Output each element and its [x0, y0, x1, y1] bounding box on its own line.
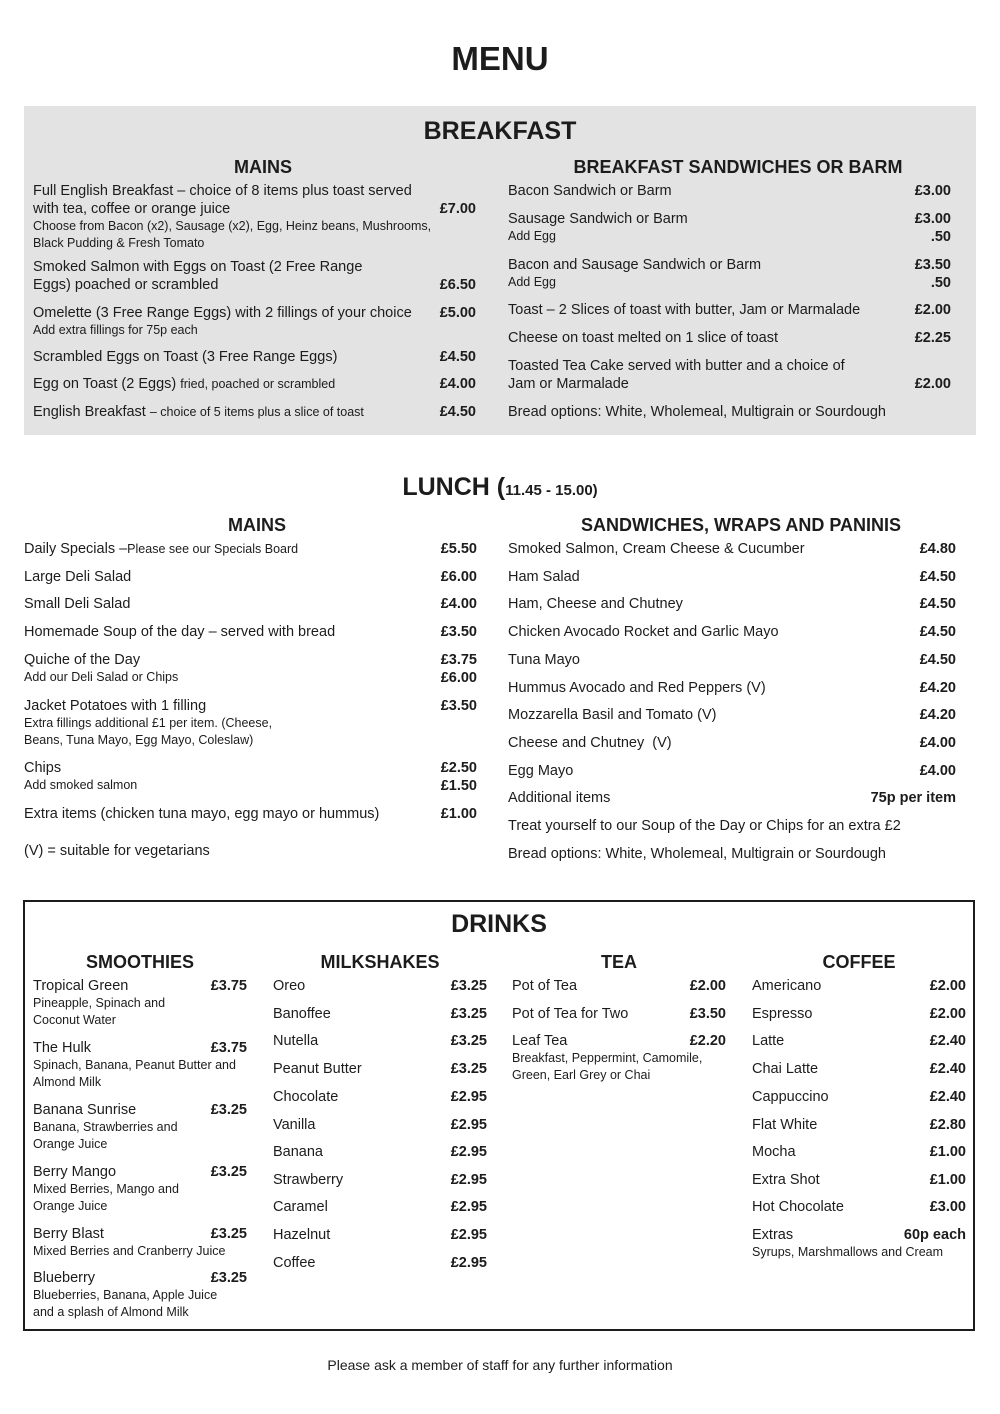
- item-price: £3.75: [210, 978, 247, 994]
- item-description: Add our Deli Salad or Chips: [24, 670, 179, 684]
- item-name: Daily Specials –: [24, 541, 128, 557]
- item-price: £2.40: [929, 1033, 966, 1049]
- menu-item: [752, 1171, 966, 1189]
- item-description: Add extra fillings for 75p each: [33, 323, 198, 337]
- item-price: £3.50: [440, 698, 477, 714]
- menu-item: [752, 1116, 966, 1134]
- item-name: Extra items (chicken tuna mayo, egg mayo or hummus): [24, 806, 380, 822]
- item-price: £7.00: [439, 201, 476, 217]
- item-price: £4.50: [919, 596, 956, 612]
- item-name: Egg Mayo: [508, 763, 574, 779]
- item-name: Mozzarella Basil and Tomato (V): [508, 707, 717, 723]
- item-price: £4.20: [919, 707, 956, 723]
- item-price: £2.00: [914, 376, 951, 392]
- item-price: £3.25: [210, 1270, 247, 1286]
- item-price: £2.80: [929, 1117, 966, 1133]
- menu-item: [508, 623, 956, 641]
- menu-item: [752, 1005, 966, 1023]
- item-name: Treat yourself to our Soup of the Day or Chips for an extra £2: [508, 818, 901, 834]
- menu-item: [508, 595, 956, 613]
- item-extra-price: £6.00: [440, 670, 477, 686]
- item-price: £3.50: [440, 624, 477, 640]
- item-name: Blueberry: [33, 1270, 96, 1286]
- milkshakes-heading: MILKSHAKES: [320, 952, 440, 972]
- menu-item: [273, 1088, 487, 1106]
- item-note: – choice of 5 items plus a slice of toast: [149, 405, 364, 419]
- menu-item: [33, 1163, 247, 1215]
- item-name: Smoked Salmon with Eggs on Toast (2 Free Range Eggs) poached or scrambled: [33, 259, 363, 293]
- menu-item: [508, 734, 956, 752]
- item-name: (V) = suitable for vegetarians: [24, 843, 210, 859]
- item-name: Cheese and Chutney (V): [508, 735, 672, 751]
- item-name: Cappuccino: [752, 1089, 829, 1105]
- menu-item: [752, 1198, 966, 1216]
- item-name: Chips: [24, 760, 62, 776]
- coffee-heading: COFFEE: [822, 952, 896, 972]
- item-price: £3.25: [210, 1102, 247, 1118]
- menu-item: [24, 805, 477, 823]
- item-name: Pot of Tea: [512, 978, 578, 994]
- item-price: £2.95: [450, 1089, 487, 1105]
- menu-item: [273, 1198, 487, 1216]
- menu-item: [24, 568, 477, 586]
- lunch-sandwiches-heading: SANDWICHES, WRAPS AND PANINIS: [580, 515, 901, 535]
- item-price: £3.50: [914, 257, 951, 273]
- menu-item: [33, 375, 476, 393]
- menu-item: [273, 1254, 487, 1272]
- menu-item: [508, 651, 956, 669]
- menu-item: [33, 348, 476, 366]
- item-name: Americano: [752, 978, 822, 994]
- item-price: £4.50: [919, 569, 956, 585]
- menu-item: [508, 329, 951, 347]
- item-price: £3.00: [914, 183, 951, 199]
- item-name: Oreo: [273, 978, 306, 994]
- menu-item: [33, 403, 476, 421]
- item-price: £2.95: [450, 1199, 487, 1215]
- item-price: £3.25: [210, 1164, 247, 1180]
- menu-item: [508, 182, 951, 200]
- menu-item: [33, 977, 247, 1029]
- item-name: Hazelnut: [273, 1227, 331, 1243]
- menu-title: MENU: [451, 40, 549, 77]
- menu-item: [273, 977, 487, 995]
- item-name: Extra Shot: [752, 1172, 820, 1188]
- item-name: Chicken Avocado Rocket and Garlic Mayo: [508, 624, 779, 640]
- menu-item: [508, 762, 956, 780]
- item-description: Add Egg: [508, 229, 556, 243]
- item-price: £3.25: [210, 1226, 247, 1242]
- item-name: Berry Mango: [33, 1164, 117, 1180]
- menu-item: [33, 1269, 247, 1321]
- item-description: Mixed Berries, Mango and Orange Juice: [33, 1182, 179, 1213]
- item-price: £3.25: [450, 1061, 487, 1077]
- item-name: Chai Latte: [752, 1061, 819, 1077]
- item-price: £1.00: [440, 806, 477, 822]
- menu-item: [752, 1032, 966, 1050]
- item-price: £2.50: [440, 760, 477, 776]
- item-note: Please see our Specials Board: [127, 542, 299, 556]
- menu-item: [273, 1116, 487, 1134]
- item-name: Berry Blast: [33, 1226, 104, 1242]
- item-name: Chocolate: [273, 1089, 339, 1105]
- menu-item: [33, 182, 476, 252]
- item-description: Breakfast, Peppermint, Camomile, Green, Earl Grey or Chai: [512, 1051, 703, 1082]
- bread-options: [508, 845, 956, 863]
- tea-heading: TEA: [601, 952, 637, 972]
- item-price: £4.00: [439, 376, 476, 392]
- bread-options: [508, 403, 951, 421]
- item-name: Latte: [752, 1033, 785, 1049]
- item-price: £2.40: [929, 1089, 966, 1105]
- item-price: £4.50: [439, 404, 476, 420]
- menu-item: [24, 540, 477, 558]
- breakfast-title: BREAKFAST: [423, 117, 577, 145]
- item-price: £4.50: [919, 624, 956, 640]
- item-name: Bacon and Sausage Sandwich or Barm: [508, 257, 762, 273]
- item-name: Large Deli Salad: [24, 569, 132, 585]
- item-price: £2.95: [450, 1255, 487, 1271]
- item-name: Banoffee: [273, 1006, 331, 1022]
- item-price: £3.25: [450, 1033, 487, 1049]
- item-description: Add Egg: [508, 275, 556, 289]
- item-price: £2.40: [929, 1061, 966, 1077]
- lunch-times: 11.45 - 15.00): [505, 482, 598, 499]
- item-name: Bread options: White, Wholemeal, Multigrain or Sourdough: [508, 846, 886, 862]
- menu-item: [33, 258, 476, 294]
- item-price: £2.95: [450, 1227, 487, 1243]
- menu-item: [508, 301, 951, 319]
- item-price: £2.95: [450, 1117, 487, 1133]
- menu-item: [512, 1032, 726, 1084]
- item-name: Jacket Potatoes with 1 filling: [24, 698, 207, 714]
- menu-item: [508, 540, 956, 558]
- item-price: 60p each: [903, 1227, 966, 1243]
- menu-item: [273, 1005, 487, 1023]
- item-extra-price: .50: [930, 229, 951, 245]
- item-description: Extra fillings additional £1 per item. (Cheese, Beans, Tuna Mayo, Egg Mayo, Coleslaw): [24, 716, 273, 747]
- menu-item: [508, 706, 956, 724]
- menu-item: [508, 789, 956, 807]
- menu-item: [508, 679, 956, 697]
- item-name: Quiche of the Day: [24, 652, 141, 668]
- item-name: Sausage Sandwich or Barm: [508, 211, 688, 227]
- item-price: £2.25: [914, 330, 951, 346]
- item-price: £2.00: [689, 978, 726, 994]
- item-name: Nutella: [273, 1033, 319, 1049]
- menu-item: [512, 977, 726, 995]
- item-name: English Breakfast: [33, 404, 146, 420]
- item-name: Hot Chocolate: [752, 1199, 844, 1215]
- drinks-title: DRINKS: [451, 910, 547, 938]
- item-name: Omelette (3 Free Range Eggs) with 2 fillings of your choice: [33, 305, 412, 321]
- item-name: Flat White: [752, 1117, 818, 1133]
- item-name: Tuna Mayo: [508, 652, 580, 668]
- menu-item: [752, 1226, 966, 1261]
- menu-item: [24, 697, 477, 749]
- item-name: Banana Sunrise: [33, 1102, 137, 1118]
- item-price: £3.00: [914, 211, 951, 227]
- menu-item: [512, 1005, 726, 1023]
- item-price: £1.00: [929, 1144, 966, 1160]
- item-description: Syrups, Marshmallows and Cream: [752, 1245, 944, 1259]
- item-description: Spinach, Banana, Peanut Butter and Almond Milk: [33, 1058, 236, 1089]
- menu-item: [508, 256, 951, 291]
- item-name: Espresso: [752, 1006, 813, 1022]
- item-price: £3.25: [450, 1006, 487, 1022]
- item-name: Full English Breakfast – choice of 8 items plus toast served with tea, coffee or orange juice: [33, 183, 412, 217]
- item-price: £6.00: [440, 569, 477, 585]
- item-name: Smoked Salmon, Cream Cheese & Cucumber: [508, 541, 805, 557]
- item-name: Toasted Tea Cake served with butter and a choice of Jam or Marmalade: [508, 358, 845, 392]
- item-price: £4.50: [439, 349, 476, 365]
- item-price: 75p per item: [870, 790, 956, 806]
- menu-item: [24, 595, 477, 613]
- item-name: Coffee: [273, 1255, 316, 1271]
- smoothies-heading: SMOOTHIES: [85, 952, 194, 972]
- item-price: £5.50: [440, 541, 477, 557]
- item-price: £4.80: [919, 541, 956, 557]
- item-name: Peanut Butter: [273, 1061, 362, 1077]
- item-name: Small Deli Salad: [24, 596, 131, 612]
- menu-item: [273, 1226, 487, 1244]
- item-price: £6.50: [439, 277, 476, 293]
- item-description: Add smoked salmon: [24, 778, 138, 792]
- vegetarian-note: [24, 842, 477, 860]
- menu-item: [33, 1101, 247, 1153]
- item-description: Banana, Strawberries and Orange Juice: [33, 1120, 178, 1151]
- item-price: £4.00: [440, 596, 477, 612]
- item-price: £5.00: [439, 305, 476, 321]
- item-price: £2.95: [450, 1144, 487, 1160]
- menu-item: [33, 1039, 247, 1091]
- item-name: Bacon Sandwich or Barm: [508, 183, 672, 199]
- item-name: Homemade Soup of the day – served with bread: [24, 624, 336, 640]
- item-name: Toast – 2 Slices of toast with butter, Jam or Marmalade: [508, 302, 861, 318]
- item-price: £3.00: [929, 1199, 966, 1215]
- item-name: Strawberry: [273, 1172, 344, 1188]
- item-price: £4.50: [919, 652, 956, 668]
- item-extra-price: £1.50: [440, 778, 477, 794]
- item-price: £4.00: [919, 763, 956, 779]
- breakfast-sandwiches-heading: BREAKFAST SANDWICHES OR BARM: [573, 157, 903, 177]
- menu-item: [273, 1171, 487, 1189]
- item-price: £3.50: [689, 1006, 726, 1022]
- item-price: £2.00: [929, 1006, 966, 1022]
- menu-item: [273, 1060, 487, 1078]
- item-extra-price: .50: [930, 275, 951, 291]
- lunch-title: [0, 473, 1000, 502]
- item-name: Bread options: White, Wholemeal, Multigrain or Sourdough: [508, 404, 886, 420]
- menu-item: [508, 357, 951, 393]
- item-name: Extras: [752, 1227, 794, 1243]
- menu-item: [24, 759, 477, 794]
- item-description: Pineapple, Spinach and Coconut Water: [33, 996, 166, 1027]
- item-name: Ham Salad: [508, 569, 580, 585]
- menu-item: [508, 568, 956, 586]
- item-name: Mocha: [752, 1144, 796, 1160]
- item-price: £1.00: [929, 1172, 966, 1188]
- item-price: £3.25: [450, 978, 487, 994]
- menu-item: [508, 210, 951, 245]
- item-name: Caramel: [273, 1199, 328, 1215]
- menu-item: [24, 623, 477, 641]
- item-name: Additional items: [508, 790, 611, 806]
- item-name: Tropical Green: [33, 978, 129, 994]
- item-name: Cheese on toast melted on 1 slice of toast: [508, 330, 779, 346]
- menu-item: [752, 1060, 966, 1078]
- menu-item: [273, 1143, 487, 1161]
- item-name: Scrambled Eggs on Toast (3 Free Range Eggs): [33, 349, 338, 365]
- menu-item: [33, 1225, 247, 1260]
- item-description: Choose from Bacon (x2), Sausage (x2), Egg, Heinz beans, Mushrooms, Black Pudding & Fresh Tomato: [33, 219, 432, 250]
- lunch-title-text: LUNCH (: [402, 473, 506, 501]
- item-name: Egg on Toast (2 Eggs): [33, 376, 177, 392]
- menu-item: [273, 1032, 487, 1050]
- item-name: Leaf Tea: [512, 1033, 568, 1049]
- item-note: fried, poached or scrambled: [180, 377, 336, 391]
- menu-item: [24, 651, 477, 686]
- item-name: Pot of Tea for Two: [512, 1006, 629, 1022]
- menu-item: [752, 977, 966, 995]
- item-description: Blueberries, Banana, Apple Juice and a splash of Almond Milk: [33, 1288, 218, 1319]
- item-name: Banana: [273, 1144, 323, 1160]
- item-name: Vanilla: [273, 1117, 316, 1133]
- item-name: The Hulk: [33, 1040, 92, 1056]
- breakfast-mains-heading: MAINS: [234, 157, 292, 177]
- item-name: Hummus Avocado and Red Peppers (V): [508, 680, 766, 696]
- item-price: £2.95: [450, 1172, 487, 1188]
- item-price: £4.00: [919, 735, 956, 751]
- item-name: Ham, Cheese and Chutney: [508, 596, 683, 612]
- item-price: £3.75: [440, 652, 477, 668]
- item-price: £4.20: [919, 680, 956, 696]
- item-price: £2.00: [929, 978, 966, 994]
- menu-item: [752, 1143, 966, 1161]
- item-price: £2.00: [914, 302, 951, 318]
- item-description: Mixed Berries and Cranberry Juice: [33, 1244, 226, 1258]
- footer-note: Please ask a member of staff for any further information: [327, 1357, 673, 1373]
- lunch-mains-heading: MAINS: [228, 515, 286, 535]
- item-price: £3.75: [210, 1040, 247, 1056]
- menu-item: [752, 1088, 966, 1106]
- promo-note: [508, 817, 956, 835]
- item-price: £2.20: [689, 1033, 726, 1049]
- menu-item: [33, 304, 476, 339]
